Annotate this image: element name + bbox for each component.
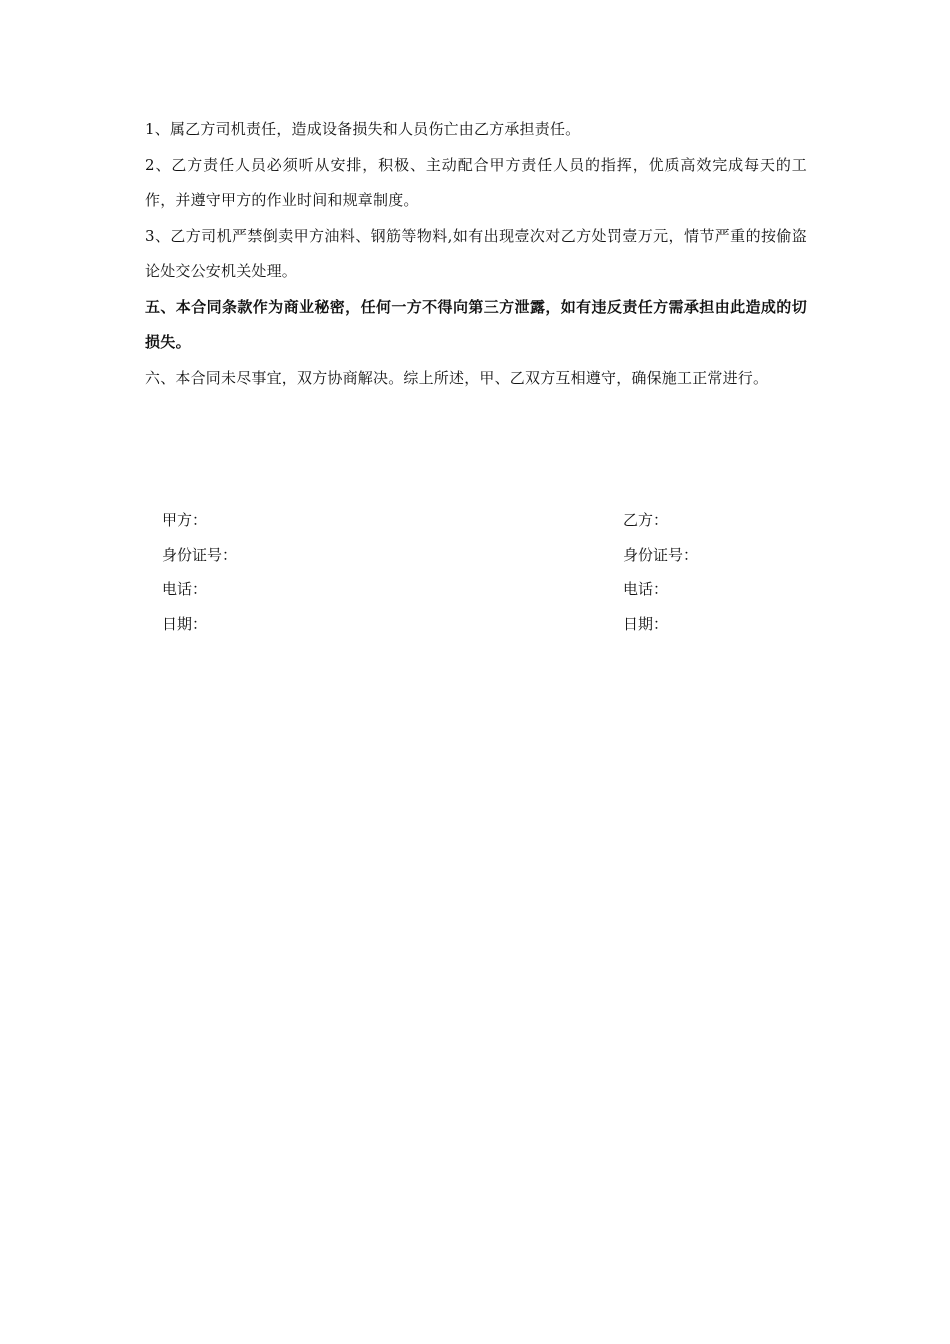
signature-row-phone — [162, 575, 722, 610]
signature-block — [162, 506, 722, 644]
clause-6-miscellaneous: 六、本合同未尽事宜，双方协商解决。综上所述，甲、乙双方互相遵守，确保施工正常进行。 — [145, 368, 769, 387]
party-b-id-label: 身份证号： — [623, 545, 699, 564]
party-b-phone-label: 电话： — [623, 580, 669, 598]
signature-row-date — [162, 610, 722, 645]
clause-5-confidentiality: 五、本合同条款作为商业秘密，任何一方不得向第三方泄露，如有违反责任方需承担由此造成的切损失。 — [145, 297, 807, 351]
signature-row-id — [162, 541, 722, 576]
contract-body — [145, 112, 807, 396]
party-a-label: 甲方： — [162, 511, 208, 529]
clause-2-staff-obedience: 2、乙方责任人员必须听从安排，积极、主动配合甲方责任人员的指挥，优质高效完成每天的工作，并遵守甲方的作业时间和规章制度。 — [145, 155, 807, 209]
party-a-id-label: 身份证号： — [162, 545, 238, 564]
clause-3-no-reselling: 3、乙方司机严禁倒卖甲方油料、钢筋等物料,如有出现壹次对乙方处罚壹万元，情节严重的按偷盗论处交公安机关处理。 — [145, 226, 807, 280]
party-a-date-label: 日期： — [162, 614, 208, 633]
signature-row-party — [162, 506, 722, 541]
party-b-date-label: 日期： — [623, 614, 669, 633]
party-b-label: 乙方： — [623, 511, 669, 529]
clause-1-driver-liability: 1、属乙方司机责任，造成设备损失和人员伤亡由乙方承担责任。 — [145, 120, 581, 138]
party-a-phone-label: 电话： — [162, 580, 208, 598]
